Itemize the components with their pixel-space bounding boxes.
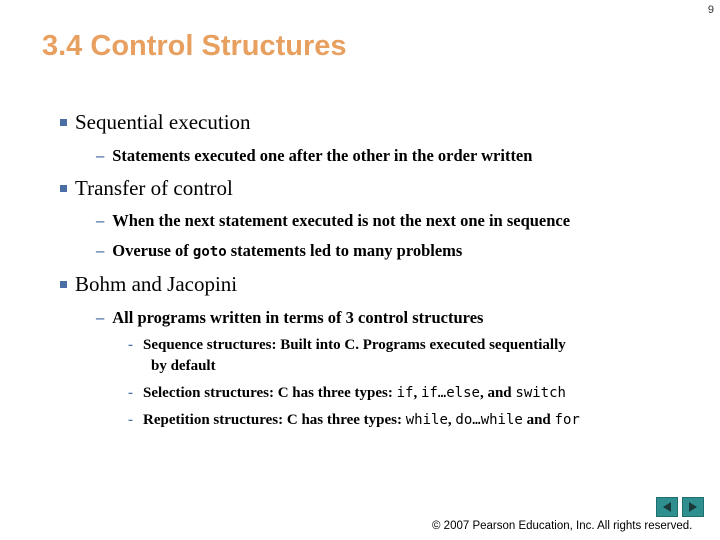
bullet-text: Bohm and Jacopini — [75, 272, 238, 296]
slide-title: 3.4 Control Structures — [42, 30, 347, 62]
bullet-text: Sequential execution — [75, 110, 251, 134]
slide-navigation — [656, 497, 704, 517]
separator: , and — [479, 385, 516, 401]
dash-icon: – — [96, 241, 105, 260]
code-if: if — [396, 385, 414, 401]
dash-icon: – — [96, 211, 105, 230]
page-number: 9 — [707, 4, 714, 16]
separator: and — [522, 412, 555, 428]
sub-sub-bullet-selection — [128, 385, 566, 402]
previous-slide-button[interactable] — [656, 497, 678, 517]
code-goto: goto — [192, 244, 227, 260]
bullet-bohm-jacopini — [60, 272, 237, 297]
dash-icon: - — [128, 412, 133, 428]
code-do-while: do…while — [455, 412, 523, 428]
next-slide-button[interactable] — [682, 497, 704, 517]
sub-sub-bullet-repetition — [128, 412, 580, 429]
square-bullet-icon — [60, 119, 67, 126]
bullet-text: Statements executed one after the other in the order written — [112, 146, 533, 165]
sub-bullet-statements — [96, 146, 532, 166]
sub-bullet-all-programs — [96, 308, 483, 328]
copyright-notice: © 2007 Pearson Education, Inc. All rights reserved. — [432, 520, 693, 532]
sub-bullet-next-statement — [96, 211, 570, 231]
sub-sub-bullet-sequence — [128, 337, 566, 354]
square-bullet-icon — [60, 281, 67, 288]
bullet-text: Transfer of control — [75, 176, 233, 200]
triangle-left-icon — [661, 501, 673, 513]
bullet-text-post: statements led to many problems — [226, 241, 463, 260]
bullet-text-pre: Repetition structures: C has three types: — [143, 412, 406, 428]
dash-icon: – — [96, 308, 105, 327]
code-while: while — [405, 412, 448, 428]
code-if-else: if…else — [420, 385, 480, 401]
bullet-text: Sequence structures: Built into C. Programs executed sequentially — [143, 337, 566, 353]
code-for: for — [554, 412, 580, 428]
sub-bullet-goto — [96, 241, 462, 261]
dash-icon: – — [96, 146, 105, 165]
bullet-transfer-of-control — [60, 176, 233, 201]
separator: , — [413, 385, 421, 401]
bullet-text: When the next statement executed is not the next one in sequence — [112, 211, 571, 230]
bullet-sequential-execution — [60, 110, 251, 135]
square-bullet-icon — [60, 185, 67, 192]
bullet-text: All programs written in terms of 3 control structures — [112, 308, 484, 327]
dash-icon: - — [128, 385, 133, 401]
dash-icon: - — [128, 337, 133, 353]
bullet-text-pre: Selection structures: C has three types: — [143, 385, 397, 401]
sub-sub-bullet-sequence-cont: by default — [151, 358, 216, 374]
separator: , — [447, 412, 456, 428]
bullet-text-pre: Overuse of — [112, 241, 193, 260]
code-switch: switch — [515, 385, 566, 401]
triangle-right-icon — [687, 501, 699, 513]
